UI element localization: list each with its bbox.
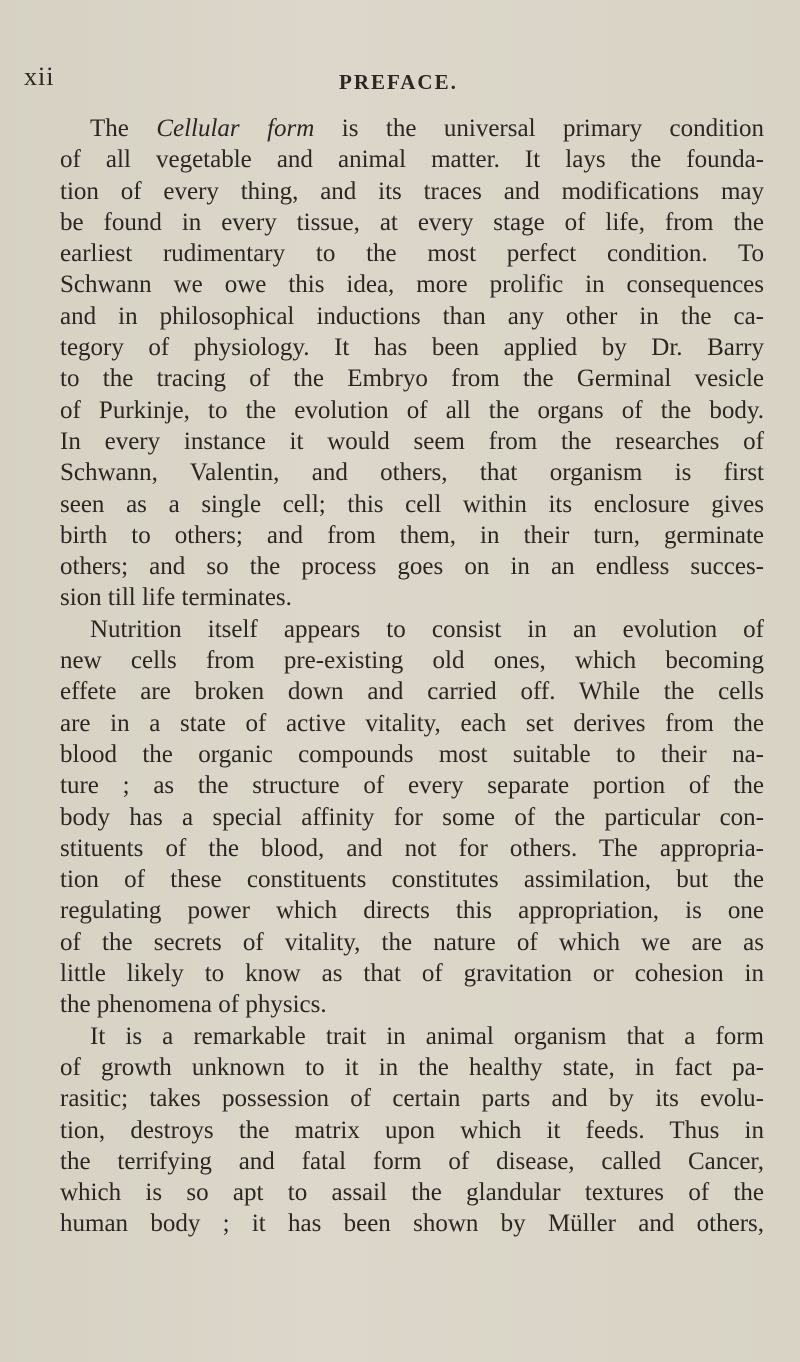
text-line: It is a remarkable trait in animal organism that a form: [90, 1022, 764, 1050]
text-line: tion of these constituents constitutes assimilation, but the: [60, 866, 764, 894]
text-line: to the tracing of the Embryo from the Germinal vesicle: [60, 365, 764, 393]
text-line: the terrifying and fatal form of disease, called Cancer,: [60, 1147, 764, 1175]
text-line: tion, destroys the matrix upon which it feeds. Thus in: [60, 1116, 764, 1144]
text-line: of Purkinje, to the evolution of all the organs of the body.: [60, 396, 764, 424]
text-line: stituents of the blood, and not for others. The appropria-: [60, 834, 764, 862]
running-head: [0, 62, 800, 102]
text-line: of the secrets of vitality, the nature of which we are as: [60, 928, 764, 956]
text-line: be found in every tissue, at every stage of life, from the: [60, 208, 764, 236]
body-text: [60, 113, 764, 1240]
text-line: body has a special affinity for some of the particular con-: [60, 803, 764, 831]
text-line: the phenomena of physics.: [60, 991, 327, 1019]
text-line: regulating power which directs this appropriation, is one: [60, 897, 764, 925]
text-line: new cells from pre-existing old ones, which becoming: [60, 647, 764, 675]
running-title: PREFACE.: [339, 70, 458, 94]
text-line: earliest rudimentary to the most perfect condition. To: [60, 240, 764, 268]
text-line: are in a state of active vitality, each set derives from the: [60, 709, 764, 737]
text-line: sion till life terminates.: [60, 584, 292, 612]
text-line: The Cellular form is the universal primary condition: [90, 115, 764, 142]
text-line: little likely to know as that of gravitation or cohesion in: [60, 960, 764, 988]
text-line: blood the organic compounds most suitable to their na-: [60, 740, 764, 768]
text-line: and in philosophical inductions than any other in the ca-: [60, 302, 764, 330]
text-line: seen as a single cell; this cell within its enclosure gives: [60, 490, 764, 518]
text-line: Schwann, Valentin, and others, that organism is first: [60, 459, 764, 487]
text-line: birth to others; and from them, in their turn, germinate: [60, 521, 764, 549]
text-line: of growth unknown to it in the healthy state, in fact pa-: [60, 1053, 764, 1081]
text-line: others; and so the process goes on in an endless succes-: [60, 553, 764, 581]
text-line: Schwann we owe this idea, more prolific in consequences: [60, 271, 764, 299]
text-line: tion of every thing, and its traces and modifications may: [60, 177, 764, 205]
italic-term: Cellular form: [156, 115, 315, 142]
text-line: In every instance it would seem from the researches of: [60, 427, 764, 455]
text-line: ture ; as the structure of every separate portion of the: [60, 772, 764, 800]
text-line: human body ; it has been shown by Müller and others,: [60, 1210, 764, 1238]
page-number: xii: [24, 62, 55, 91]
text-line: Nutrition itself appears to consist in an evolution of: [90, 615, 764, 643]
text-line: which is so apt to assail the glandular textures of the: [60, 1179, 764, 1207]
text-line: effete are broken down and carried off. While the cells: [60, 678, 764, 706]
text-line: tegory of physiology. It has been applied by Dr. Barry: [60, 334, 764, 362]
text-line: of all vegetable and animal matter. It lays the founda-: [60, 146, 764, 174]
text-line: rasitic; takes possession of certain parts and by its evolu-: [60, 1085, 764, 1113]
